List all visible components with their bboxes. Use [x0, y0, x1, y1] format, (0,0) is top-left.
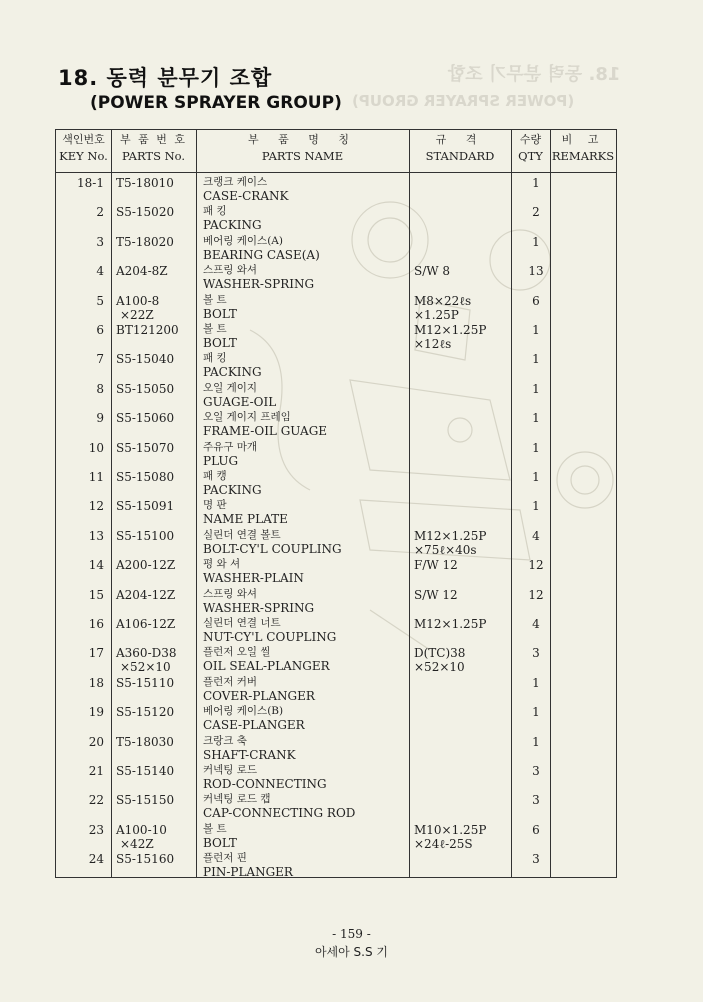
table-row: [56, 646, 618, 676]
table-row: [56, 264, 618, 294]
table-row: [56, 617, 618, 647]
part-no-line1: T5-18030: [116, 734, 174, 749]
quantity: 1: [532, 352, 540, 367]
part-no: [116, 205, 211, 219]
header-remarks: 비 고 REMARKS: [551, 133, 615, 163]
part-no-line1: S5-15080: [116, 470, 175, 484]
part-name: [203, 469, 463, 498]
part-name: [203, 381, 463, 410]
part-name-ko: 볼 트: [203, 293, 227, 306]
part-name-ko: 플런저 핀: [203, 852, 247, 865]
quantity: 4: [532, 528, 540, 543]
part-name-ko: 평 와 셔: [203, 558, 241, 571]
page-number: - 159 -: [332, 927, 371, 941]
quantity: 2: [532, 205, 540, 220]
header-parts-name: 부 품 명 칭 PARTS NAME: [248, 133, 357, 163]
part-no-line1: S5-15070: [116, 440, 175, 455]
part-no: [116, 823, 211, 851]
key-no: 14: [88, 558, 104, 573]
standard-line1: M12×1.25P: [414, 323, 487, 337]
part-name-en: FRAME-OIL GUAGE: [203, 424, 328, 439]
key-no: 23: [88, 822, 104, 837]
part-no: [116, 617, 211, 631]
part-name-en: PIN-PLANGER: [203, 865, 293, 880]
quantity: 12: [528, 558, 544, 573]
quantity: 12: [528, 587, 544, 602]
part-no-line1: S5-15120: [116, 705, 175, 720]
part-name-ko: 오일 게이지: [203, 381, 258, 394]
part-name: [203, 851, 463, 880]
table-row: [56, 735, 618, 765]
standard-line2: ×12ℓs: [414, 337, 452, 351]
part-no-line1: A100-8: [116, 293, 160, 308]
key-no: 11: [88, 470, 104, 484]
part-no: [116, 558, 211, 572]
standard-line2: ×75ℓ×40s: [414, 542, 477, 557]
part-no-line1: A106-12Z: [116, 617, 176, 631]
standard-line2: ×52×10: [414, 660, 465, 675]
standard: [414, 558, 514, 572]
table-row: [56, 588, 618, 618]
part-no: [116, 499, 211, 513]
header-parts-no: 부 품 번 호 PARTS No.: [120, 133, 187, 163]
part-name-ko: 스프링 와셔: [203, 587, 258, 600]
part-name-en: PLUG: [203, 453, 239, 468]
standard: [414, 588, 514, 602]
page-title: 18. 동력 분무기 조합: [58, 66, 273, 90]
key-no: 15: [88, 587, 104, 602]
part-name: [203, 734, 463, 763]
part-no: [116, 588, 211, 602]
part-name-en: PACKING: [203, 218, 262, 233]
part-name-en: OIL SEAL-PLANGER: [203, 659, 330, 674]
table-row: [56, 323, 618, 353]
table-row: [56, 294, 618, 324]
part-name-en: CASE-CRANK: [203, 189, 289, 203]
quantity: 3: [532, 764, 540, 778]
part-no-line1: A204-12Z: [116, 587, 176, 602]
standard-line1: M12×1.25P: [414, 528, 487, 543]
header-divider: [56, 172, 616, 173]
header-key: 색인번호 KEY No.: [59, 133, 108, 163]
part-no: [116, 176, 211, 190]
key-no: 7: [96, 352, 104, 367]
part-name: [203, 204, 463, 233]
part-no-line1: S5-15020: [116, 205, 175, 220]
part-name-ko: 주유구 마개: [203, 440, 258, 453]
standard-line1: M8×22ℓs: [414, 293, 472, 308]
standard-line1: M12×1.25P: [414, 617, 487, 631]
part-name: [203, 440, 463, 469]
standard: [414, 529, 514, 557]
part-name-en: BOLT: [203, 835, 237, 850]
part-no-line1: S5-15140: [116, 764, 175, 778]
standard: [414, 294, 514, 322]
key-no: 13: [88, 528, 104, 543]
part-no-line1: BT121200: [116, 323, 179, 337]
key-no: 9: [96, 411, 104, 426]
part-name: [203, 763, 463, 792]
part-name-en: BOLT-CY'L COUPLING: [203, 541, 342, 556]
key-no: 17: [88, 646, 104, 661]
quantity: 1: [532, 499, 540, 514]
part-name-en: WASHER-SPRING: [203, 600, 315, 615]
key-no: 22: [88, 793, 104, 808]
quantity: 3: [532, 793, 540, 808]
part-no-line2: ×52×10: [120, 660, 171, 675]
quantity: 1: [532, 411, 540, 426]
part-no-line1: S5-15150: [116, 793, 175, 808]
key-no: 21: [88, 764, 104, 778]
part-name: [203, 704, 463, 733]
key-no: 20: [88, 734, 104, 749]
bleed-through-title: 18. 동력 분무기 조합: [448, 64, 621, 85]
bleed-through-subtitle: (POWER SPRAYER GROUP): [352, 92, 575, 110]
page-subtitle: (POWER SPRAYER GROUP): [90, 93, 342, 113]
part-name-ko: 커넥팅 로드: [203, 764, 258, 776]
part-no-line1: A200-12Z: [116, 558, 176, 573]
table-row: [56, 176, 618, 206]
part-no: [116, 764, 211, 778]
key-no: 5: [96, 293, 104, 308]
part-name-en: BOLT: [203, 336, 237, 350]
company-name: 아세아 S.S 기: [314, 945, 389, 959]
part-name: [203, 792, 463, 821]
standard-line1: S/W 12: [414, 587, 458, 602]
standard-line2: ×1.25P: [414, 307, 459, 322]
part-no: [116, 646, 211, 674]
part-no-line2: ×42Z: [120, 836, 154, 851]
part-no: [116, 676, 211, 690]
quantity: 1: [532, 381, 540, 396]
table-row: [56, 793, 618, 823]
part-name-ko: 패 킹: [203, 205, 227, 218]
quantity: 6: [532, 822, 540, 837]
part-name-en: NAME PLATE: [203, 512, 288, 527]
table-row: [56, 499, 618, 529]
part-name-en: PACKING: [203, 365, 262, 380]
parts-table: [55, 129, 617, 878]
part-name: [203, 675, 463, 704]
quantity: 1: [532, 705, 540, 720]
part-no: [116, 529, 211, 543]
quantity: 1: [532, 470, 540, 484]
part-no-line1: A360-D38: [116, 646, 177, 661]
part-no: [116, 735, 211, 749]
part-no-line1: S5-15050: [116, 381, 175, 396]
part-name: [203, 498, 463, 527]
part-name: [203, 410, 463, 439]
part-no-line1: A100-10: [116, 822, 167, 837]
part-name-ko: 볼 트: [203, 323, 227, 335]
table-row: [56, 705, 618, 735]
part-name-ko: 커넥팅 로드 캡: [203, 793, 271, 806]
part-name-ko: 플런저 오일 씰: [203, 646, 271, 659]
table-row: [56, 441, 618, 471]
standard-line1: F/W 12: [414, 558, 458, 573]
quantity: 1: [532, 323, 540, 337]
key-no: 18: [88, 675, 104, 690]
table-row: [56, 676, 618, 706]
part-no: [116, 294, 211, 322]
table-row: [56, 235, 618, 265]
standard: [414, 323, 514, 351]
part-name-en: PACKING: [203, 483, 262, 497]
part-name-en: CAP-CONNECTING ROD: [203, 806, 356, 821]
quantity: 3: [532, 646, 540, 661]
quantity: 13: [528, 264, 544, 279]
part-name-en: ROD-CONNECTING: [203, 777, 327, 791]
key-no: 10: [88, 440, 104, 455]
quantity: 1: [532, 234, 540, 249]
part-name-ko: 스프링 와셔: [203, 264, 258, 277]
part-name: [203, 351, 463, 380]
quantity: 4: [532, 617, 540, 631]
header-standard: 규 격 STANDARD: [425, 133, 495, 163]
key-no: 19: [88, 705, 104, 720]
part-no: [116, 264, 211, 278]
table-row: [56, 558, 618, 588]
part-name-ko: 오일 게이지 프레임: [203, 411, 291, 424]
table-row: [56, 382, 618, 412]
part-no: [116, 793, 211, 807]
table-row: [56, 411, 618, 441]
part-no: [116, 470, 211, 484]
standard-line1: D(TC)38: [414, 646, 466, 661]
standard-line1: M10×1.25P: [414, 822, 487, 837]
key-no: 6: [96, 323, 104, 337]
part-no-line1: S5-15100: [116, 528, 175, 543]
key-no: 12: [88, 499, 104, 514]
part-name: [203, 175, 463, 204]
key-no: 3: [96, 234, 104, 249]
part-no-line1: S5-15060: [116, 411, 175, 426]
part-name-en: COVER-PLANGER: [203, 688, 315, 703]
part-name-ko: 크랭크 케이스: [203, 176, 268, 188]
key-no: 16: [88, 617, 104, 631]
part-name-en: BOLT: [203, 306, 237, 321]
part-name: [203, 234, 463, 263]
table-row: [56, 764, 618, 794]
quantity: 1: [532, 176, 540, 190]
part-no-line2: ×22Z: [120, 307, 154, 322]
part-name-ko: 볼 트: [203, 822, 227, 835]
part-name-ko: 플런저 커버: [203, 675, 258, 688]
quantity: 3: [532, 852, 540, 867]
part-no-line1: A204-8Z: [116, 264, 168, 279]
key-no: 18-1: [77, 176, 104, 190]
part-no: [116, 382, 211, 396]
part-name-ko: 패 킹: [203, 352, 227, 365]
part-name-en: WASHER-PLAIN: [203, 571, 304, 586]
part-no: [116, 411, 211, 425]
table-row: [56, 205, 618, 235]
key-no: 24: [88, 852, 104, 867]
standard: [414, 823, 514, 851]
part-no: [116, 352, 211, 366]
table-row: [56, 852, 618, 882]
standard-line2: ×24ℓ-25S: [414, 836, 473, 851]
part-name-ko: 베어링 케이스(B): [203, 705, 284, 718]
part-no: [116, 705, 211, 719]
part-name-ko: 명 판: [203, 499, 227, 512]
part-no-line1: T5-18020: [116, 234, 174, 249]
table-row: [56, 470, 618, 500]
part-name-en: CASE-PLANGER: [203, 718, 305, 733]
table-row: [56, 823, 618, 853]
quantity: 1: [532, 440, 540, 455]
key-no: 8: [96, 381, 104, 396]
part-name-ko: 실린더 연결 볼트: [203, 528, 281, 541]
part-name-ko: 베어링 케이스(A): [203, 234, 283, 247]
table-row: [56, 529, 618, 559]
part-no: [116, 323, 211, 337]
part-no-line1: S5-15091: [116, 499, 175, 514]
part-name-en: WASHER-SPRING: [203, 277, 315, 292]
part-name-en: NUT-CY'L COUPLING: [203, 630, 337, 644]
part-no-line1: S5-15040: [116, 352, 175, 367]
part-no-line1: S5-15110: [116, 675, 175, 690]
part-no-line1: S5-15160: [116, 852, 175, 867]
header-qty: 수량 QTY: [518, 133, 543, 163]
standard-line1: S/W 8: [414, 264, 451, 279]
part-name-en: SHAFT-CRANK: [203, 747, 296, 762]
key-no: 4: [96, 264, 104, 279]
part-no: [116, 235, 211, 249]
standard: [414, 617, 514, 631]
part-name-en: BEARING CASE(A): [203, 247, 320, 262]
part-name-ko: 크랑크 축: [203, 734, 247, 747]
quantity: 1: [532, 675, 540, 690]
standard: [414, 264, 514, 278]
part-no-line1: T5-18010: [116, 176, 174, 190]
part-no: [116, 852, 211, 866]
part-name-en: GUAGE-OIL: [203, 394, 277, 409]
part-no: [116, 441, 211, 455]
part-name-ko: 패 캥: [203, 470, 227, 482]
standard: [414, 646, 514, 674]
key-no: 2: [96, 205, 104, 220]
table-row: [56, 352, 618, 382]
part-name-ko: 실린더 연결 너트: [203, 617, 281, 629]
quantity: 1: [532, 734, 540, 749]
quantity: 6: [532, 293, 540, 308]
